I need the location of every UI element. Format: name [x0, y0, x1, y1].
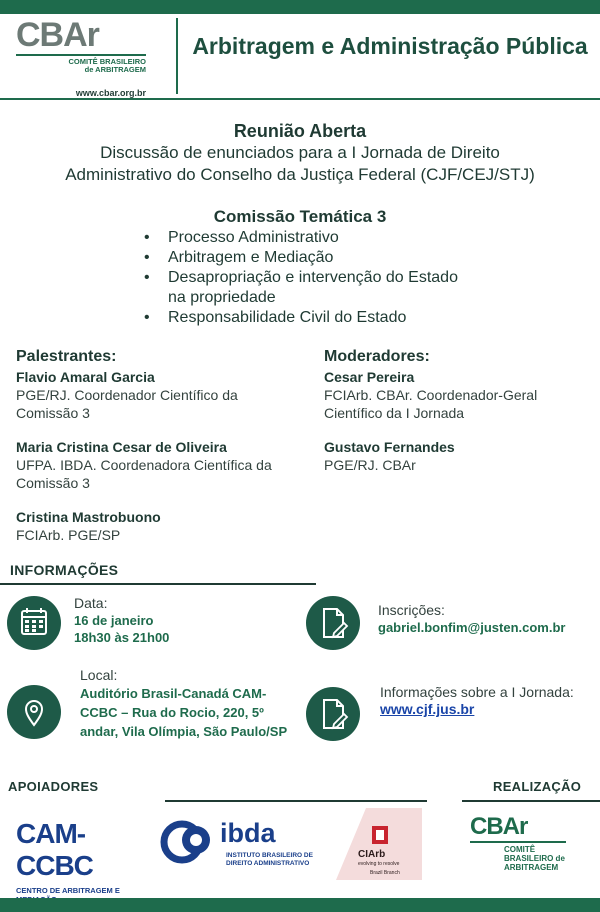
- ibda-subtitle-1: INSTITUTO BRASILEIRO DE: [226, 852, 313, 859]
- cjf-link[interactable]: www.cjf.jus.br: [380, 701, 475, 717]
- logo-wordmark: CBAr: [16, 16, 99, 54]
- commission-title: Comissão Temática 3: [213, 207, 387, 226]
- topic-item: • Desapropriação e intervenção do Estado na propriedade: [144, 268, 474, 308]
- cbar-logo[interactable]: [16, 18, 176, 98]
- place-block: [80, 667, 300, 741]
- page-title: Arbitragem e Administração Pública: [192, 33, 588, 59]
- cbar-organizer-logo[interactable]: [470, 815, 580, 875]
- speaker-entry: [16, 438, 296, 492]
- logo-subtitle-1: COMITÊ BRASILEIRO: [68, 57, 146, 66]
- moderators-label: Moderadores:: [324, 348, 430, 365]
- supporters-label: APOIADORES: [8, 779, 99, 794]
- top-color-bar: [0, 0, 600, 14]
- bottom-color-bar: [0, 898, 600, 912]
- logo-rule: [16, 54, 146, 56]
- moderator-name: Gustavo Fernandes: [324, 439, 455, 455]
- ibda-name: ibda: [220, 818, 276, 848]
- date-block: [74, 595, 274, 646]
- moderator-desc: FCIArb. CBAr. Coordenador-Geral Científico da I Jornada: [324, 387, 538, 421]
- moderator-entry: [324, 438, 586, 474]
- date-value: 16 de janeiro: [74, 613, 154, 628]
- speaker-desc: FCIArb. PGE/SP: [16, 527, 121, 543]
- cbar-organizer-rule: [470, 841, 566, 843]
- organizer-label: REALIZAÇÃO: [493, 779, 582, 794]
- speaker-name: Flavio Amaral Garcia: [16, 369, 155, 385]
- ciarb-branch: Brazil Branch: [370, 870, 400, 876]
- topic-list: [144, 228, 474, 328]
- place-value: Auditório Brasil-Canadá CAM-CCBC – Rua do Rocio, 220, 5º andar, Vila Olímpia, São Paulo/SP: [80, 686, 288, 739]
- signup-label: Inscrições:: [378, 602, 445, 618]
- cbar-organizer-wordmark: CBAr: [470, 813, 528, 840]
- moderator-entry: [324, 368, 586, 422]
- logo-url[interactable]: www.cbar.org.br: [75, 88, 146, 98]
- ciarb-logo[interactable]: [336, 808, 422, 880]
- signup-email[interactable]: gabriel.bonfim@justen.com.br: [378, 620, 566, 635]
- time-value: 18h30 às 21h00: [74, 630, 170, 645]
- cam-ccbc-logo[interactable]: [16, 814, 151, 895]
- speakers-column: [16, 348, 296, 560]
- ibda-logo[interactable]: [160, 812, 320, 872]
- ibda-emblem-icon: [160, 814, 218, 868]
- topic-item: • Responsabilidade Civil do Estado: [144, 308, 474, 328]
- ciarb-tagline: evolving to resolve: [358, 861, 400, 867]
- header-vertical-divider: [176, 18, 178, 94]
- cam-ccbc-name: CAM-CCBC: [16, 818, 93, 881]
- ibda-subtitle-2: DIREITO ADMINISTRATIVO: [226, 860, 310, 867]
- moderator-name: Cesar Pereira: [324, 369, 415, 385]
- more-info-block: [380, 684, 580, 718]
- speakers-label: Palestrantes:: [16, 348, 117, 365]
- moderator-desc: PGE/RJ. CBAr: [324, 457, 416, 473]
- cam-ccbc-subtitle: CENTRO DE ARBITRAGEM E: [16, 886, 120, 895]
- meeting-line-2: Administrativo do Conselho da Justiça Federal (CJF/CEJ/STJ): [65, 165, 535, 184]
- cbar-organizer-sub-2: BRASILEIRO de: [504, 854, 565, 863]
- place-label: Local:: [80, 667, 118, 683]
- meeting-line-1: Discussão de enunciados para a I Jornada de Direito: [100, 143, 500, 162]
- more-info-label: Informações sobre a I Jornada:: [380, 684, 574, 700]
- moderators-column: [324, 348, 586, 490]
- speaker-entry: [16, 508, 296, 544]
- info-section-label: INFORMAÇÕES: [10, 562, 119, 578]
- topic-item: • Arbitragem e Mediação: [144, 248, 474, 268]
- ciarb-name: CIArb: [358, 849, 386, 860]
- location-pin-icon: [7, 685, 61, 739]
- organizer-underline: [462, 800, 600, 802]
- speaker-entry: [16, 368, 296, 422]
- calendar-icon: [7, 596, 61, 650]
- document-edit-icon: [306, 596, 360, 650]
- cbar-organizer-sub-3: ARBITRAGEM: [504, 863, 559, 872]
- header-horizontal-divider: [0, 98, 600, 100]
- supporters-underline: [165, 800, 427, 802]
- signup-block: [378, 602, 596, 636]
- topic-item: • Processo Administrativo: [144, 228, 474, 248]
- cbar-organizer-sub-1: COMITÊ: [504, 845, 536, 854]
- logo-subtitle-2: de ARBITRAGEM: [84, 65, 146, 74]
- speaker-desc: UFPA. IBDA. Coordenadora Científica da Comissão 3: [16, 457, 272, 491]
- date-label: Data:: [74, 595, 108, 611]
- info-underline: [0, 583, 316, 585]
- meeting-heading: Reunião Aberta: [233, 121, 367, 141]
- document-edit-icon: [306, 687, 360, 741]
- speaker-desc: PGE/RJ. Coordenador Científico da Comissão 3: [16, 387, 238, 421]
- speaker-name: Cristina Mastrobuono: [16, 509, 161, 525]
- speaker-name: Maria Cristina Cesar de Oliveira: [16, 439, 227, 455]
- meeting-block: [0, 120, 600, 186]
